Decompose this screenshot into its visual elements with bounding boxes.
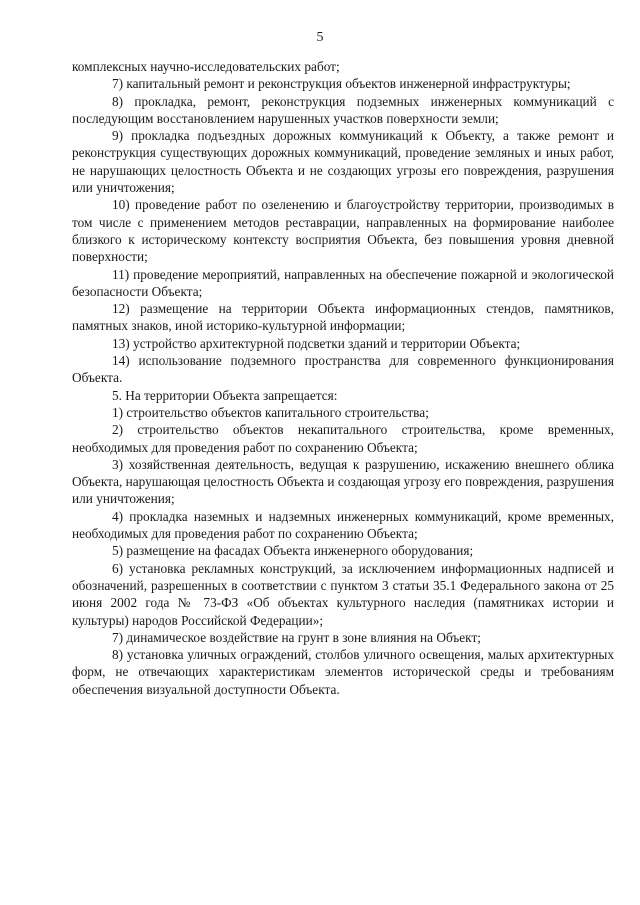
paragraph-continuation: комплексных научно-исследовательских работ; [72, 59, 340, 74]
page-number: 5 [316, 30, 324, 45]
list-item-14: 14) использование подземного пространства для современного функционирования Объекта. [72, 353, 614, 386]
prohibition-item-6: 6) установка рекламных конструкций, за исключением информационных надписей и обозначений, разрешенных в соответствии с пунктом 3 статьи 35.1 Федерального закона от 25 июня 2002 года № 73-ФЗ «Об объектах культурного наследия (памятниках истории и культуры) народов Российской Федерации»; [72, 560, 614, 628]
prohibition-item-1: 1) строительство объектов капитального строительства; [112, 404, 429, 420]
list-item-12: 12) размещение на территории Объекта информационных стендов, памятников, памятных знаков, иной историко-культурной информации; [72, 301, 614, 334]
prohibition-item-2: 2) строительство объектов некапитального строительства, кроме временных, необходимых для проведения работ по сохранению Объекта; [72, 422, 614, 455]
list-item-10: 10) проведение работ по озеленению и благоустройству территории, производимых в том числе с применением методов реставрации, направленных на формирование наиболее близкого к историческому контексту восприятия Объекта, без повышения уровня дневной поверхности; [72, 197, 614, 265]
list-item-9: 9) прокладка подъездных дорожных коммуникаций к Объекту, а также ремонт и реконструкция существующих дорожных коммуникаций, проведение земляных и иных работ, не нарушающих целостность Объекта и не создающих угрозы его повреждения, разрушения или уничтожения; [72, 128, 614, 196]
list-item-11: 11) проведение мероприятий, направленных на обеспечение пожарной и экологической безопасности Объекта; [72, 266, 614, 299]
section-heading-5: 5. На территории Объекта запрещается: [112, 387, 338, 403]
list-item-8: 8) прокладка, ремонт, реконструкция подземных инженерных коммуникаций с последующим восстановлением нарушенных участков поверхности земли; [72, 93, 614, 126]
prohibition-item-5: 5) размещение на фасадах Объекта инженерного оборудования; [112, 543, 474, 559]
prohibition-item-4: 4) прокладка наземных и надземных инженерных коммуникаций, кроме временных, необходимых для проведения работ по сохранению Объекта; [72, 508, 614, 542]
list-item-13: 13) устройство архитектурной подсветки зданий и территории Объекта; [112, 335, 521, 351]
document-body [72, 58, 614, 698]
prohibition-item-8: 8) установка уличных ограждений, столбов уличного освещения, малых архитектурных форм, не отвечающих характеристикам элементов исторической среды и требованиям обеспечения визуальной доступности Объекта. [72, 647, 614, 697]
list-item-7: 7) капитальный ремонт и реконструкция объектов инженерной инфраструктуры; [112, 76, 571, 92]
prohibition-item-3: 3) хозяйственная деятельность, ведущая к разрушению, искажению внешнего облика Объекта, нарушающая целостность Объекта и создающая угрозу его повреждения, разрушения или уничтожения; [72, 456, 614, 507]
prohibition-item-7: 7) динамическое воздействие на грунт в зоне влияния на Объект; [112, 629, 481, 645]
